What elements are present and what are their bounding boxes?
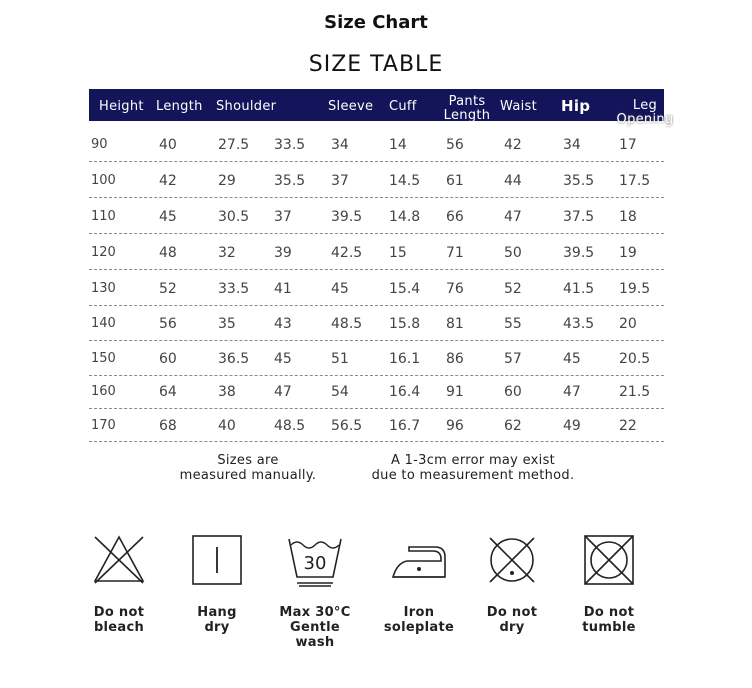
table-row [89, 340, 664, 376]
cell-height: 100 [91, 173, 116, 188]
header-sleeve: Sleeve [328, 99, 374, 114]
care-label-4b: soleplate [383, 620, 455, 635]
care-label-3b: Gentle [289, 620, 341, 635]
header-height: Height [99, 99, 144, 114]
cell-height: 120 [91, 245, 116, 260]
care-do-not-tumble [564, 533, 654, 635]
cell-shoulder-b: 37 [274, 209, 292, 225]
cell-leg-opening: 18 [619, 209, 637, 225]
cell-length: 40 [159, 137, 177, 153]
cell-sleeve: 48.5 [331, 316, 363, 332]
cell-leg-opening: 21.5 [619, 384, 651, 400]
cell-cuff: 15 [389, 245, 407, 261]
cell-hip: 35.5 [563, 173, 595, 189]
cell-sleeve: 37 [331, 173, 349, 189]
cell-hip: 47 [563, 384, 581, 400]
cell-cuff: 14.5 [389, 173, 421, 189]
cell-leg-opening: 17.5 [619, 173, 651, 189]
cell-length: 64 [159, 384, 177, 400]
cell-length: 42 [159, 173, 177, 189]
cell-height: 140 [91, 316, 116, 331]
cell-shoulder-a: 36.5 [218, 351, 250, 367]
do-not-tumble-icon [581, 533, 637, 587]
note-measured-manually [160, 453, 336, 483]
note-right-line2: due to measurement method. [371, 468, 575, 483]
cell-pants-length: 86 [446, 351, 464, 367]
cell-shoulder-a: 32 [218, 245, 236, 261]
cell-leg-opening: 20 [619, 316, 637, 332]
cell-hip: 41.5 [563, 281, 595, 297]
header-cuff: Cuff [389, 99, 417, 114]
cell-hip: 34 [563, 137, 581, 153]
cell-sleeve: 45 [331, 281, 349, 297]
table-row [89, 406, 664, 442]
cell-pants-length: 56 [446, 137, 464, 153]
table-row [89, 198, 664, 234]
cell-hip: 39.5 [563, 245, 595, 261]
cell-length: 68 [159, 418, 177, 434]
cell-waist: 60 [504, 384, 522, 400]
cell-shoulder-b: 48.5 [274, 418, 306, 434]
cell-length: 56 [159, 316, 177, 332]
cell-pants-length: 96 [446, 418, 464, 434]
care-label-1b: bleach [93, 620, 145, 635]
iron-icon [389, 533, 449, 587]
header-waist: Waist [500, 99, 537, 114]
cell-height: 150 [91, 351, 116, 366]
care-label-3c: wash [295, 635, 335, 650]
cell-hip: 49 [563, 418, 581, 434]
cell-sleeve: 51 [331, 351, 349, 367]
header-pants-length-line2: Length [443, 108, 491, 123]
table-row [89, 270, 664, 306]
care-hang-dry [172, 533, 262, 635]
header-shoulder: Shoulder [216, 99, 277, 114]
cell-pants-length: 66 [446, 209, 464, 225]
cell-leg-opening: 22 [619, 418, 637, 434]
cell-cuff: 15.8 [389, 316, 421, 332]
cell-hip: 37.5 [563, 209, 595, 225]
cell-sleeve: 54 [331, 384, 349, 400]
cell-leg-opening: 20.5 [619, 351, 651, 367]
care-label-5b: dry [499, 620, 525, 635]
wash-30-icon [287, 533, 343, 587]
cell-cuff: 16.1 [389, 351, 421, 367]
table-header [89, 89, 674, 127]
care-label-3a: Max 30°C [279, 605, 351, 620]
cell-cuff: 16.7 [389, 418, 421, 434]
cell-height: 130 [91, 281, 116, 296]
cell-leg-opening: 19.5 [619, 281, 651, 297]
cell-cuff: 14.8 [389, 209, 421, 225]
care-iron [374, 533, 464, 635]
cell-waist: 47 [504, 209, 522, 225]
care-label-5a: Do not [486, 605, 538, 620]
cell-pants-length: 76 [446, 281, 464, 297]
cell-sleeve: 34 [331, 137, 349, 153]
header-leg-opening [613, 99, 677, 127]
cell-shoulder-b: 33.5 [274, 137, 306, 153]
cell-shoulder-b: 45 [274, 351, 292, 367]
page-title: Size Chart [324, 12, 428, 33]
cell-shoulder-b: 43 [274, 316, 292, 332]
cell-waist: 55 [504, 316, 522, 332]
note-error-range [352, 453, 594, 483]
cell-shoulder-a: 38 [218, 384, 236, 400]
wash-temp-text: 30 [303, 553, 327, 574]
cell-length: 60 [159, 351, 177, 367]
cell-sleeve: 42.5 [331, 245, 363, 261]
cell-waist: 57 [504, 351, 522, 367]
header-leg-opening-line2: Opening [616, 112, 674, 127]
cell-shoulder-b: 39 [274, 245, 292, 261]
cell-height: 170 [91, 418, 116, 433]
cell-sleeve: 39.5 [331, 209, 363, 225]
care-label-4a: Iron [403, 605, 435, 620]
cell-shoulder-a: 40 [218, 418, 236, 434]
cell-leg-opening: 19 [619, 245, 637, 261]
cell-waist: 62 [504, 418, 522, 434]
table-row [89, 305, 664, 341]
care-wash-30 [270, 533, 360, 650]
cell-height: 110 [91, 209, 116, 224]
hang-dry-icon [189, 533, 245, 587]
care-label-6b: tumble [582, 620, 636, 635]
cell-waist: 44 [504, 173, 522, 189]
cell-shoulder-a: 33.5 [218, 281, 250, 297]
cell-shoulder-a: 30.5 [218, 209, 250, 225]
cell-pants-length: 81 [446, 316, 464, 332]
cell-cuff: 15.4 [389, 281, 421, 297]
do-not-bleach-icon [91, 533, 147, 587]
cell-hip: 45 [563, 351, 581, 367]
header-leg-opening-line1: Leg [632, 98, 658, 113]
care-do-not-dry [467, 533, 557, 635]
cell-waist: 50 [504, 245, 522, 261]
cell-sleeve: 56.5 [331, 418, 363, 434]
cell-pants-length: 71 [446, 245, 464, 261]
table-row [89, 373, 664, 409]
cell-pants-length: 61 [446, 173, 464, 189]
table-row [89, 234, 664, 270]
care-label-1a: Do not [93, 605, 145, 620]
header-pants-length [441, 95, 493, 123]
header-length: Length [156, 99, 203, 114]
cell-shoulder-b: 35.5 [274, 173, 306, 189]
cell-length: 48 [159, 245, 177, 261]
cell-cuff: 16.4 [389, 384, 421, 400]
cell-height: 160 [91, 384, 116, 399]
note-left-line2: measured manually. [179, 468, 317, 483]
header-pants-length-line1: Pants [448, 94, 486, 109]
care-label-6a: Do not [583, 605, 635, 620]
table-row [89, 162, 664, 198]
row-divider [89, 441, 664, 442]
cell-shoulder-b: 47 [274, 384, 292, 400]
cell-length: 52 [159, 281, 177, 297]
cell-length: 45 [159, 209, 177, 225]
table-title: SIZE TABLE [308, 52, 444, 77]
cell-pants-length: 91 [446, 384, 464, 400]
care-do-not-bleach [74, 533, 164, 635]
cell-shoulder-a: 27.5 [218, 137, 250, 153]
care-label-2a: Hang [197, 605, 237, 620]
note-right-line1: A 1-3cm error may exist [390, 453, 556, 468]
do-not-dry-icon [484, 533, 540, 587]
cell-shoulder-b: 41 [274, 281, 292, 297]
table-row [89, 126, 664, 162]
cell-hip: 43.5 [563, 316, 595, 332]
cell-cuff: 14 [389, 137, 407, 153]
cell-waist: 42 [504, 137, 522, 153]
header-hip: Hip [561, 97, 591, 115]
note-left-line1: Sizes are [217, 453, 279, 468]
cell-height: 90 [91, 137, 108, 152]
cell-waist: 52 [504, 281, 522, 297]
cell-leg-opening: 17 [619, 137, 637, 153]
care-label-2b: dry [204, 620, 230, 635]
cell-shoulder-a: 29 [218, 173, 236, 189]
cell-shoulder-a: 35 [218, 316, 236, 332]
